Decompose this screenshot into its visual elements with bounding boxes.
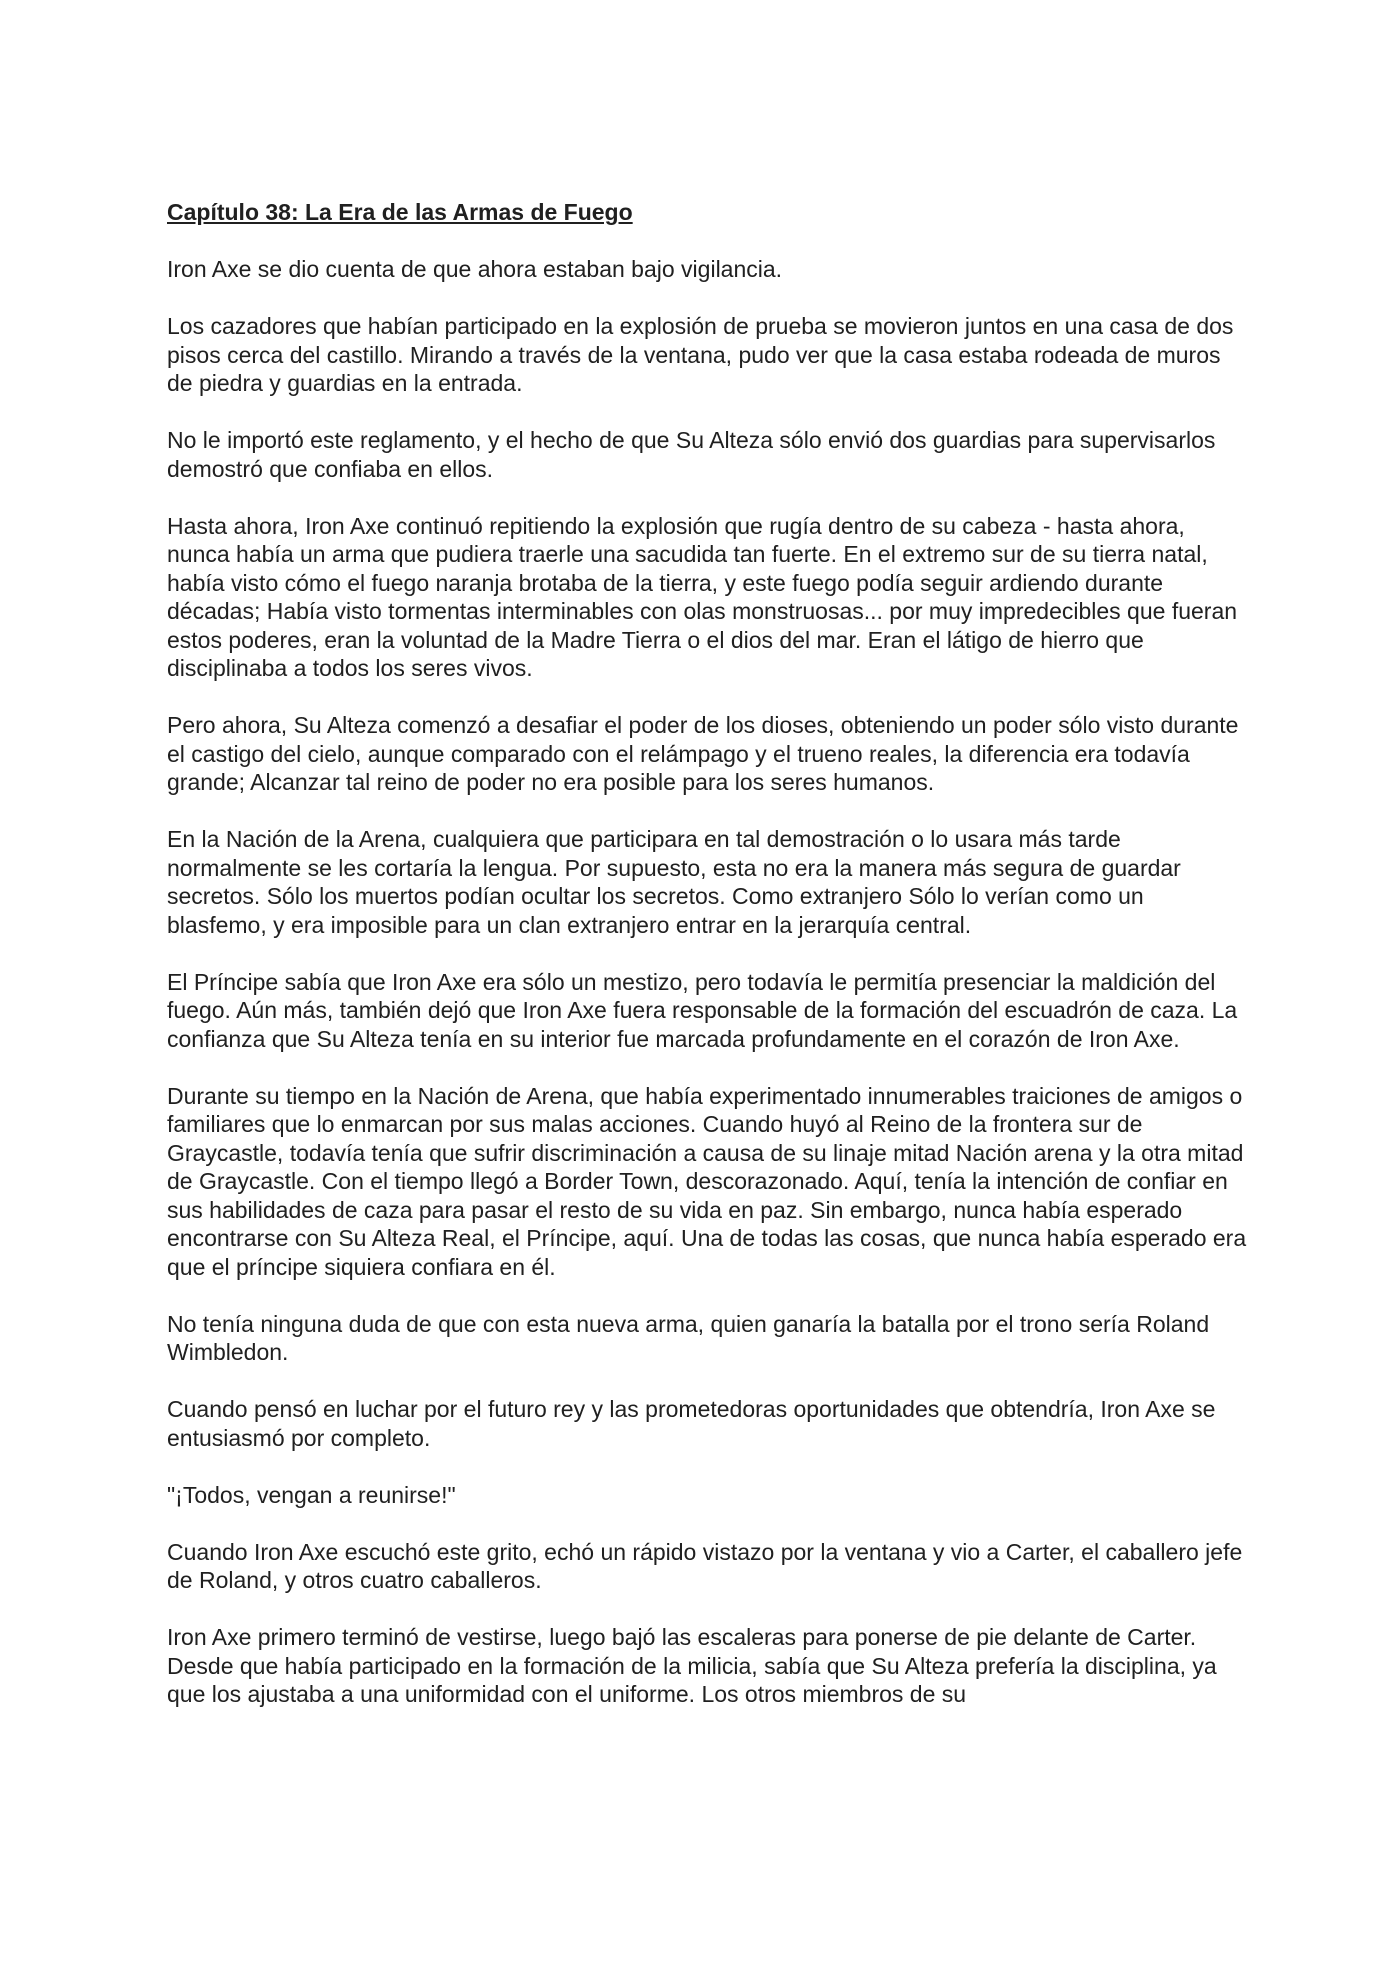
paragraph: "¡Todos, vengan a reunirse!" [167,1481,456,1508]
paragraph: Cuando Iron Axe escuchó este grito, echó un rápido vistazo por la ventana y vio a Carter, el caballero jefe de Roland, y otros cuatro caballeros. [167,1538,1243,1593]
paragraph: El Príncipe sabía que Iron Axe era sólo un mestizo, pero todavía le permitía presenciar la maldición del fuego. Aún más, también dejó que Iron Axe fuera responsable de la formación del escuadrón de caza. La confianza que Su Alteza tenía en su interior fue marcada profundamente en el corazón de Iron Axe. [167,968,1238,1052]
paragraph: Iron Axe se dio cuenta de que ahora estaban bajo vigilancia. [167,256,783,282]
paragraph: Durante su tiempo en la Nación de Arena, que había experimentado innumerables traiciones de amigos o familiares que lo enmarcan por sus malas acciones. Cuando huyó al Reino de la frontera sur de Graycastle, todavía tenía que sufrir discriminación a causa de su linaje mitad Nación arena y la otra mitad de Graycastle. Con el tiempo llegó a Border Town, descorazonado. Aquí, tenía la intención de confiar en sus habilidades de caza para pasar el resto de su vida en paz. Sin embargo, nunca había esperado encontrarse con Su Alteza Real, el Príncipe, aquí. Una de todas las cosas, que nunca había esperado era que el príncipe siquiera confiara en él. [167,1082,1247,1280]
document-body [167,198,1247,1737]
paragraph: Cuando pensó en luchar por el futuro rey y las prometedoras oportunidades que obtendría, Iron Axe se entusiasmó por completo. [167,1396,1216,1451]
paragraph: En la Nación de la Arena, cualquiera que participara en tal demostración o lo usara más tarde normalmente se les cortaría la lengua. Por supuesto, esta no era la manera más segura de guardar secretos. Sólo los muertos podían ocultar los secretos. Como extranjero Sólo lo verían como un blasfemo, y era imposible para un clan extranjero entrar en la jerarquía central. [167,826,1181,938]
paragraph: No le importó este reglamento, y el hecho de que Su Alteza sólo envió dos guardias para supervisarlos demostró que confiaba en ellos. [167,427,1216,482]
paragraph: Iron Axe primero terminó de vestirse, luego bajó las escaleras para ponerse de pie delante de Carter. Desde que había participado en la formación de la milicia, sabía que Su Alteza prefería la disciplina, ya que los ajustaba a una uniformidad con el uniforme. Los otros miembros de su [167,1624,1217,1707]
paragraph: No tenía ninguna duda de que con esta nueva arma, quien ganaría la batalla por el trono sería Roland Wimbledon. [167,1310,1210,1365]
paragraph: Hasta ahora, Iron Axe continuó repitiendo la explosión que rugía dentro de su cabeza - hasta ahora, nunca había un arma que pudiera traerle una sacudida tan fuerte. En el extremo sur de su tierra natal, había visto cómo el fuego naranja brotaba de la tierra, y este fuego podía seguir ardiendo durante décadas; Había visto tormentas interminables con olas monstruosas... por muy impredecibles que fueran estos poderes, eran la voluntad de la Madre Tierra o el dios del mar. Eran el látigo de hierro que disciplinaba a todos los seres vivos. [167,512,1238,681]
chapter-title: Capítulo 38: La Era de las Armas de Fuego [167,199,633,225]
paragraph: Pero ahora, Su Alteza comenzó a desafiar el poder de los dioses, obteniendo un poder sólo visto durante el castigo del cielo, aunque comparado con el relámpago y el trueno reales, la diferencia era todavía grande; Alcanzar tal reino de poder no era posible para los seres humanos. [167,712,1239,795]
paragraph: Los cazadores que habían participado en la explosión de prueba se movieron juntos en una casa de dos pisos cerca del castillo. Mirando a través de la ventana, pudo ver que la casa estaba rodeada de muros de piedra y guardias en la entrada. [167,313,1234,396]
